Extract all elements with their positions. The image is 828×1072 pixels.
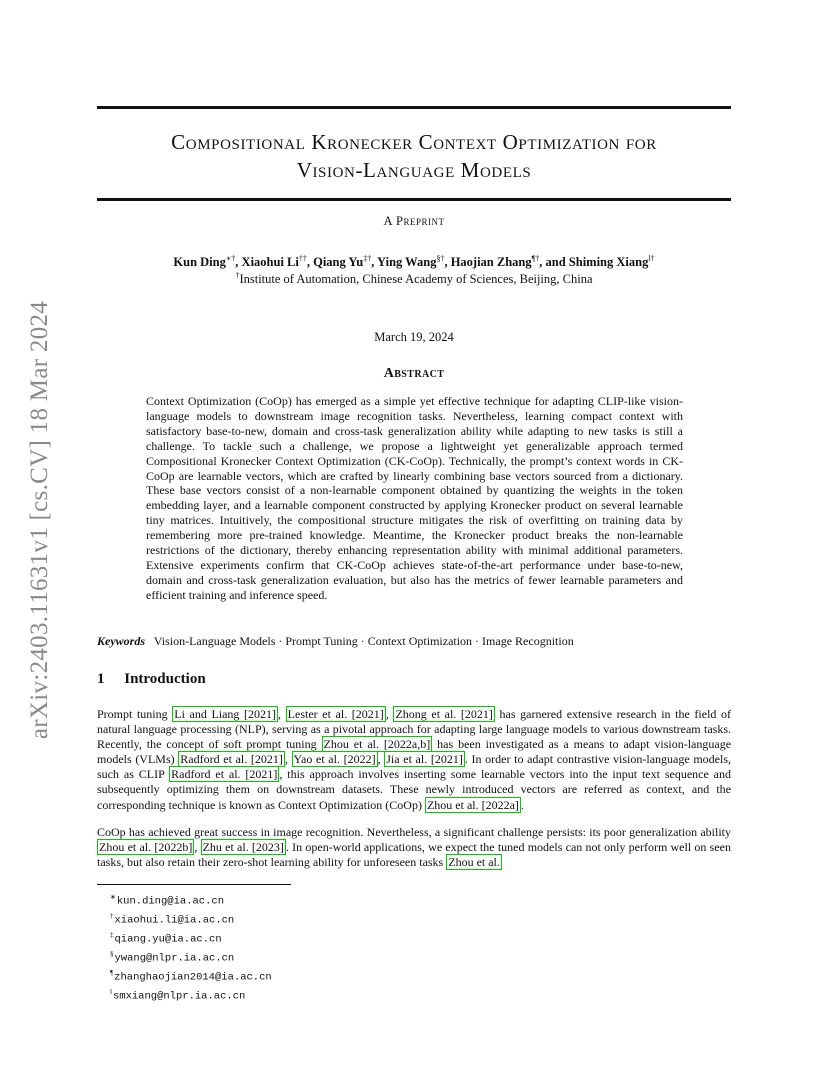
footnotes [110, 890, 272, 1005]
paragraph-text: . In order to adapt contrastive vision-language models, such as CLIP [97, 752, 732, 782]
citation-link[interactable]: Zhong et al. [2021] [395, 707, 493, 721]
paragraph-text: . In open-world applications, we expect the tuned models can not only perform well on seen tasks, but also retain their zero-shot learning ability for unforeseen tasks [97, 840, 731, 870]
paragraph-text: , [194, 840, 201, 855]
paragraph-text: , [284, 752, 292, 767]
author-mark: ∗† [225, 254, 236, 263]
footnote-item [110, 909, 272, 928]
citation-link[interactable]: Zhou et al. [2022b] [99, 840, 193, 855]
citation-link[interactable]: Jia et al. [2021] [386, 752, 463, 767]
footnote-item [110, 947, 272, 966]
citation-link[interactable]: Li and Liang [2021] [174, 707, 277, 721]
abstract-heading: Abstract [383, 366, 445, 381]
section-title: Introduction [124, 671, 206, 687]
keywords [97, 634, 731, 649]
paper-title [97, 128, 731, 184]
author-name: Qiang Yu [313, 255, 364, 270]
citation-link[interactable]: Radford et al. [2021] [180, 752, 283, 767]
preprint-label: A Preprint [383, 214, 445, 228]
author-separator: , and [539, 255, 569, 270]
keywords-list: Vision-Language Models · Prompt Tuning · Context Optimization · Image Recognition [153, 634, 574, 648]
affiliation-text: Institute of Automation, Chinese Academy of Sciences, Beijing, China [239, 272, 593, 287]
footnote-email: qiang.yu@ia.ac.cn [114, 933, 222, 946]
section-number: 1 [97, 671, 105, 687]
author-list [173, 255, 654, 269]
footnote-item [110, 890, 272, 909]
citation-link[interactable]: Zhou et al. [448, 855, 500, 870]
footnote-item [110, 966, 272, 985]
intro-paragraph-1 [97, 707, 731, 813]
author-name: Haojian Zhang [450, 255, 532, 270]
author-mark: ¶† [531, 254, 540, 263]
citation-link[interactable]: Radford et al. [2021] [171, 767, 278, 782]
author-separator: , [371, 255, 378, 270]
citation-link[interactable]: Zhou et al. [2022a,b] [323, 737, 431, 752]
footnote-email: zhanghaojian2014@ia.ac.cn [114, 971, 272, 984]
author-block [97, 254, 731, 287]
paragraph-text: . [520, 797, 524, 812]
author-separator: , [306, 255, 314, 270]
author-name: Ying Wang [377, 255, 437, 270]
citation-link[interactable]: Lester et al. [2021] [287, 707, 384, 721]
author-separator: , [444, 255, 451, 270]
footnote-email: xiaohui.li@ia.ac.cn [114, 914, 235, 927]
paragraph-text: , [278, 707, 286, 721]
arxiv-identifier[interactable]: arXiv:2403.11631v1 [cs.CV] 18 Mar 2024 [26, 300, 53, 740]
paragraph-text: , [377, 752, 385, 767]
citation-link[interactable]: Zhu et al. [2023] [202, 840, 284, 855]
citation-link[interactable]: Yao et al. [2022] [293, 752, 376, 767]
author-mark: †† [298, 254, 307, 263]
author-name: Kun Ding [173, 255, 226, 270]
paragraph-text: has garnered extensive research in the field of natural language processing (NLP), serving as a pivotal approach for adapting large language models to various downstream tasks. Recently, the concept of soft prompt tuning [97, 707, 732, 752]
paragraph-text: Prompt tuning [97, 707, 173, 721]
footnote-mark: † [110, 912, 114, 921]
abstract-text: Context Optimization (CoOp) has emerged as a simple yet effective technique for adapting CLIP-like vision-language models to downstream image recognition tasks. Nevertheless, learning compact context with satisfactory base-to-new, domain and cross-task generalization ability while adapting to new tasks is still a challenge. To tackle such a challenge, we propose a lightweight yet generalizable approach termed Compositional Kronecker Context Optimization (CK-CoOp). Technically, the prompt’s context words in CK-CoOp are learnable vectors, which are crafted by linearly combining base vectors sourced from a dictionary. These base vectors consist of a non-learnable component obtained by quantizing the weights in the token embedding layer, and a learnable component constructed by applying Kronecker product on several learnable tiny matrices. Intuitively, the compositional structure mitigates the risk of overfitting on training data by remembering more pre-trained knowledge. Meantime, the Kronecker product breaks the non-learnable restrictions of the dictionary, thereby enhancing representation ability with minimal additional parameters. Extensive experiments confirm that CK-CoOp achieves state-of-the-art performance under base-to-new, domain and cross-task generalization evaluation, but also has the metrics of fewer learnable parameters and efficient training and inference speed. [146, 394, 683, 602]
section-heading [97, 671, 206, 688]
author-mark: ‖† [648, 254, 655, 263]
paragraph-text: , this approach involves inserting some learnable vectors into the input text sequence and subsequently optimizing them on downstream datasets. These newly introduced vectors are referred as context, and the corresponding technique is known as Context Optimization (CoOp) [97, 767, 731, 812]
author-name: Xiaohui Li [241, 255, 299, 270]
paragraph-text: CoOp has achieved great success in image recognition. Nevertheless, a significant challenge persists: its poor generalization ability [97, 825, 731, 839]
publication-date: March 19, 2024 [374, 330, 454, 344]
title-line-2: Vision-Language Models [296, 158, 532, 182]
intro-paragraph-2 [97, 825, 731, 870]
footnote-email: kun.ding@ia.ac.cn [116, 895, 224, 908]
footnote-rule [97, 884, 291, 885]
citation-link[interactable]: Zhou et al. [2022a] [426, 797, 519, 812]
author-separator: , [235, 255, 242, 270]
title-rule-top [97, 106, 731, 109]
affiliation-mark: † [235, 271, 240, 281]
footnote-mark: ‡ [110, 931, 114, 940]
footnote-mark: ∗ [110, 893, 116, 901]
footnote-mark: ‖ [110, 988, 112, 997]
footnote-email: ywang@nlpr.ia.ac.cn [114, 952, 235, 965]
author-mark: ‡† [363, 254, 372, 263]
keywords-label: Keywords [97, 634, 145, 648]
footnote-item [110, 985, 272, 1004]
title-rule-bottom [97, 198, 731, 201]
footnote-mark: ¶ [110, 969, 114, 978]
paragraph-text: has been investigated as a means to adapt vision-language models (VLMs) [97, 737, 732, 767]
affiliation [97, 271, 731, 287]
footnote-mark: § [110, 950, 114, 959]
author-mark: §† [436, 254, 445, 263]
paragraph-text: , [385, 707, 394, 721]
title-line-1: Compositional Kronecker Context Optimization for [171, 130, 657, 154]
footnote-email: smxiang@nlpr.ia.ac.cn [112, 990, 246, 1003]
author-name: Shiming Xiang [568, 255, 649, 270]
footnote-item [110, 928, 272, 947]
